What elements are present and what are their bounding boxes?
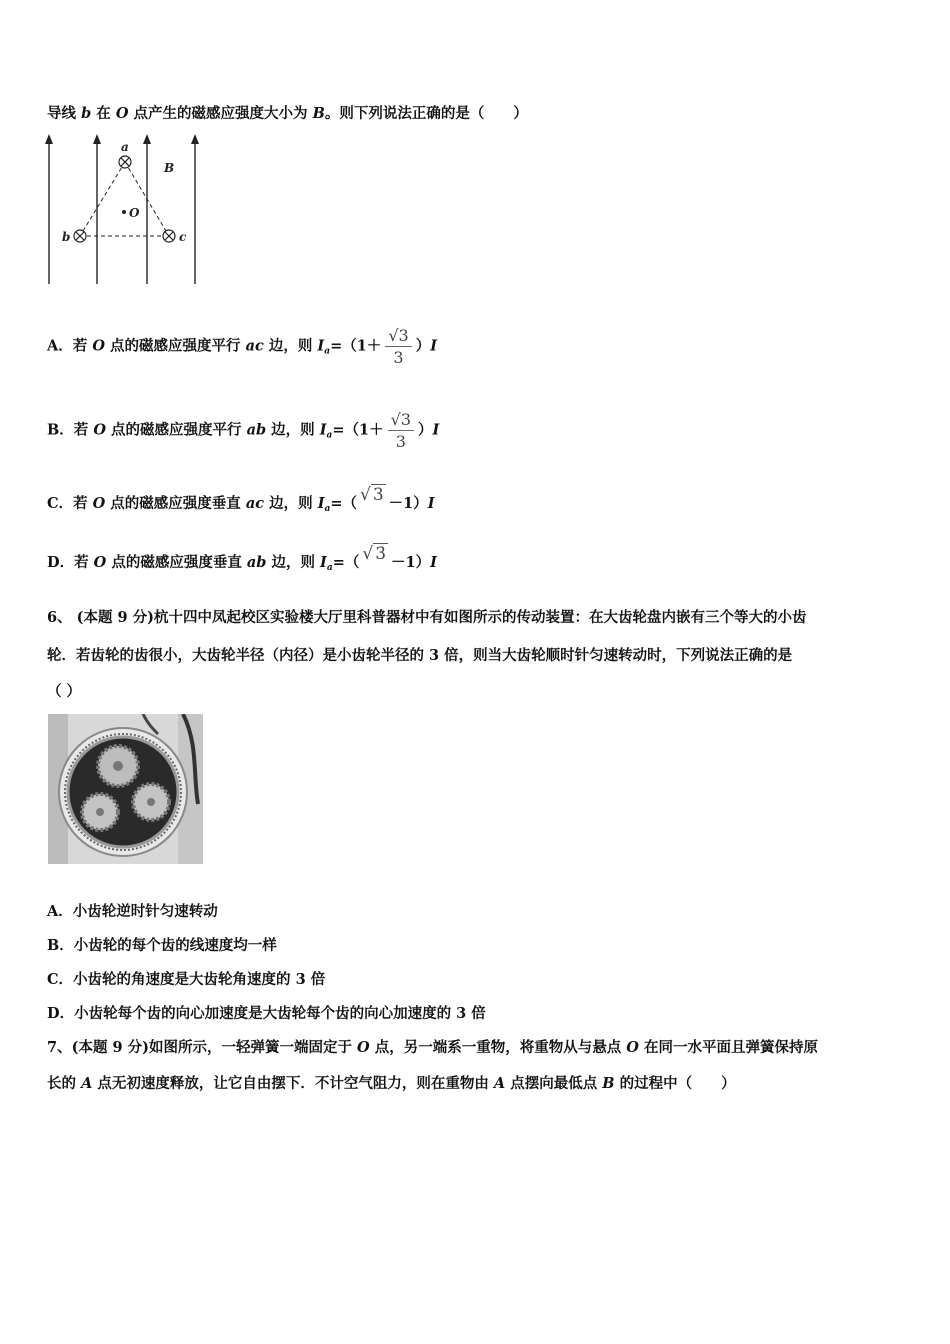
subscript-a: a: [324, 346, 331, 357]
fraction: [388, 410, 414, 451]
var-O: O: [92, 337, 105, 355]
question-6-line-3: （ ）: [47, 683, 82, 700]
small-gear-right: [133, 784, 169, 820]
q6-option-D: D．小齿轮每个齿的向心加速度是大齿轮每个齿的向心加速度的 3 倍: [47, 1005, 486, 1022]
text-segment: 边，则: [266, 421, 320, 439]
var-A: A: [81, 1075, 93, 1092]
text-segment: 点无初速度释放，让它自由摆下．不计空气阻力，则在重物由: [92, 1075, 494, 1092]
var-b: b: [81, 105, 92, 122]
label-O: O: [129, 206, 140, 220]
intro-text: [47, 102, 528, 123]
subscript-a: a: [326, 563, 333, 573]
text-segment: 点的磁感应强度垂直: [105, 495, 246, 512]
small-gear-top: [98, 746, 138, 786]
text-segment: 若: [73, 495, 93, 512]
text-segment: 在同一水平面且弹簧保持原: [638, 1039, 818, 1056]
option-B: [47, 410, 439, 451]
option-letter: B．: [47, 421, 74, 439]
text-segment: 点，另一端系一重物，将重物从与悬点: [369, 1039, 627, 1056]
text-segment: 在: [91, 105, 116, 122]
text-segment: ）: [418, 421, 433, 439]
denominator: 3: [388, 430, 414, 451]
var-I: I: [432, 421, 440, 439]
denominator: 3: [385, 346, 411, 367]
option-letter: C．: [47, 495, 74, 512]
wire-a-into-page: [119, 156, 131, 168]
var-O: O: [357, 1039, 370, 1056]
text-segment: 点的磁感应强度平行: [104, 337, 246, 355]
text-segment: 长的: [47, 1075, 82, 1092]
var-B: B: [602, 1075, 615, 1092]
edge-label: ac: [245, 495, 265, 512]
var-I: I: [427, 495, 435, 512]
text-segment: 点的磁感应强度垂直: [106, 554, 247, 571]
edge-label: ab: [246, 554, 267, 571]
fraction: [385, 326, 411, 367]
radicand: 3: [372, 485, 384, 505]
text-segment: －1）: [391, 554, 431, 571]
text-segment: =（: [330, 495, 357, 512]
subscript-a: a: [326, 430, 333, 441]
question-6-line-1: 6、 (本题 9 分)杭十四中凤起校区实验楼大厅里科普器材中有如图所示的传动装置：在大齿轮盘内嵌有三个等大的小齿: [47, 609, 807, 626]
text-segment: －1）: [388, 495, 428, 512]
var-I: I: [319, 421, 327, 439]
option-A: [47, 326, 437, 367]
text-segment: 若: [72, 337, 93, 355]
point-O: [122, 210, 126, 214]
text-segment: 若: [74, 554, 94, 571]
text-segment: =（1＋: [332, 421, 384, 439]
numerator: √3: [390, 410, 411, 429]
var-A: A: [493, 1075, 506, 1092]
question-7-line-2: [47, 1072, 736, 1093]
label-B: B: [164, 161, 175, 175]
q6-option-B: B．小齿轮的每个齿的线速度均一样: [47, 937, 277, 954]
text-segment: =（: [332, 554, 360, 571]
question-6-line-2: 轮．若齿轮的齿很小，大齿轮半径（内径）是小齿轮半径的 3 倍，则当大齿轮顺时针匀速转动时，下列说法正确的是: [47, 647, 793, 664]
option-letter: A．: [47, 337, 73, 355]
text-segment: =（1＋: [330, 337, 382, 355]
wire-c-into-page: [163, 230, 175, 242]
small-gear-left: [82, 794, 118, 830]
triangle-edge-ab: [80, 162, 125, 236]
text-segment: 导线: [47, 105, 82, 122]
var-O: O: [93, 554, 107, 571]
label-a: a: [121, 140, 129, 154]
text-segment: 点的磁感应强度平行: [105, 421, 247, 439]
radicand: 3: [375, 544, 387, 564]
text-segment: 边，则: [266, 554, 321, 571]
text-segment: ）: [415, 337, 431, 355]
var-I: I: [430, 554, 437, 571]
var-O: O: [93, 421, 106, 439]
wire-field-figure: [40, 130, 210, 290]
question-7-line-1: [47, 1036, 818, 1057]
var-O: O: [626, 1039, 639, 1056]
option-C: [47, 485, 435, 514]
text-segment: 边，则: [263, 337, 318, 355]
var-I: I: [317, 495, 325, 512]
var-B: B: [312, 105, 325, 122]
var-O: O: [115, 105, 129, 122]
option-letter: D．: [47, 554, 75, 571]
label-c: c: [179, 230, 187, 244]
square-root: √ 3: [362, 544, 387, 564]
text-segment: 。则下列说法正确的是（ ）: [324, 105, 528, 122]
text-segment: 7、(本题 9 分)如图所示，一轻弹簧一端固定于: [47, 1039, 358, 1056]
q6-option-C: C．小齿轮的角速度是大齿轮角速度的 3 倍: [47, 971, 326, 988]
var-I: I: [430, 337, 437, 355]
edge-label: ab: [246, 421, 267, 439]
wire-b-into-page: [74, 230, 86, 242]
edge-label: ac: [245, 337, 264, 355]
text-segment: 若: [73, 421, 94, 439]
numerator: √3: [388, 326, 409, 345]
text-segment: 点产生的磁感应强度大小为: [128, 105, 313, 122]
var-I: I: [317, 337, 325, 355]
square-root: √ 3: [360, 485, 384, 505]
text-segment: 点摆向最低点: [505, 1075, 603, 1092]
label-b: b: [62, 230, 71, 244]
subscript-a: a: [324, 504, 331, 514]
gear-device-photo: [48, 714, 203, 864]
var-I: I: [320, 554, 327, 571]
text-segment: 的过程中（ ）: [614, 1075, 736, 1092]
q6-option-A: A．小齿轮逆时针匀速转动: [47, 903, 218, 920]
var-O: O: [92, 495, 106, 512]
option-D: [47, 544, 437, 573]
text-segment: 边，则: [264, 495, 318, 512]
